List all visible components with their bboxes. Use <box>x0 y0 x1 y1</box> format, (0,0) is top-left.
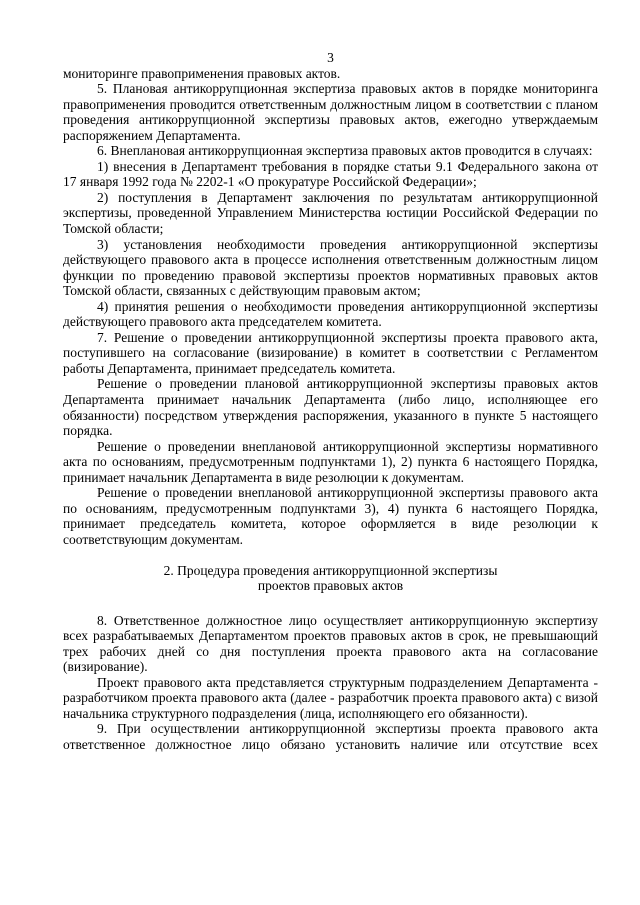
paragraph-item-5: 5. Плановая антикоррупционная экспертиза правовых актов в порядке мониторинга правоприменения проводится ответственным должностным лицом в соответствии с планом проведения антикоррупционной экспертизы правовых актов, ежегодно утверждаемым распоряжением Департамента. <box>63 81 598 143</box>
section-heading <box>63 563 598 594</box>
section-heading-line2: проектов правовых актов <box>257 578 404 594</box>
list-subitem-3: 3) установления необходимости проведения антикоррупционной экспертизы действующего правового акта в процессе исполнения ответственным должностным лицом функции по проведению правовой экспертизы проектов нормативных правовых актов Томской области, связанных с действующим правовым актом; <box>63 236 598 299</box>
paragraph-decision-unplanned-1: Решение о проведении внеплановой антикоррупционной экспертизы нормативного акта по основаниям, предусмотренным подпунктами 1), 2) пункта 6 настоящего Порядка, принимает начальник Департамента в виде резолюции к документам. <box>63 438 598 485</box>
paragraph-continuation: мониторинге правоприменения правовых актов. <box>63 65 341 81</box>
paragraph-decision-planned: Решение о проведении плановой антикоррупционной экспертизы правовых актов Департамента принимает начальник Департамента (либо лицо, исполняющее его обязанности) посредством утверждения распоряжения, указанного в пункте 5 настоящего порядка. <box>63 376 598 439</box>
page-number: 3 <box>327 50 334 65</box>
list-subitem-2: 2) поступления в Департамент заключения по результатам антикоррупционной экспертизы, проведенной Управлением Министерства юстиции Российской Федерации по Томской области; <box>63 189 598 237</box>
list-subitem-1: 1) внесения в Департамент требования в порядке статьи 9.1 Федерального закона от 17 января 1992 года № 2202-1 «О прокуратуре Российской Федерации»; <box>63 158 598 190</box>
paragraph-item-7: 7. Решение о проведении антикоррупционной экспертизы проекта правового акта, поступившего на согласование (визирование) в комитет в соответствии с Регламентом работы Департамента, принимает председатель комитета. <box>63 329 598 376</box>
section-heading-line1: 2. Процедура проведения антикоррупционной экспертизы <box>163 562 498 578</box>
paragraph-item-9: 9. При осуществлении антикоррупционной экспертизы проекта правового акта ответственное должностное лицо обязано установить наличие или отсутствие всех <box>63 721 598 752</box>
paragraph-item-6: 6. Внеплановая антикоррупционная экспертиза правовых актов проводится в случаях: <box>97 143 593 159</box>
paragraph-decision-unplanned-2: Решение о проведении внеплановой антикоррупционной экспертизы правового акта по основаниям, предусмотренным подпунктами 3), 4) пункта 6 настоящего Порядка, принимает председатель комитета, которое оформляется в виде резолюции к соответствующим документам. <box>63 485 598 547</box>
list-subitem-4: 4) принятия решения о необходимости проведения антикоррупционной экспертизы действующего правового акта председателем комитета. <box>63 298 598 330</box>
paragraph-item-8: 8. Ответственное должностное лицо осуществляет антикоррупционную экспертизу всех разрабатываемых Департаментом проектов правовых актов в срок, не превышающий трех рабочих дней со дня поступления проекта правового акта на согласование (визирование). <box>63 612 598 675</box>
paragraph-draft-submission: Проект правового акта представляется структурным подразделением Департамента - разработчиком проекта правового акта (далее - разработчик проекта правового акта) с визой начальника структурного подразделения (лица, исполняющего его обязанности). <box>63 674 598 721</box>
